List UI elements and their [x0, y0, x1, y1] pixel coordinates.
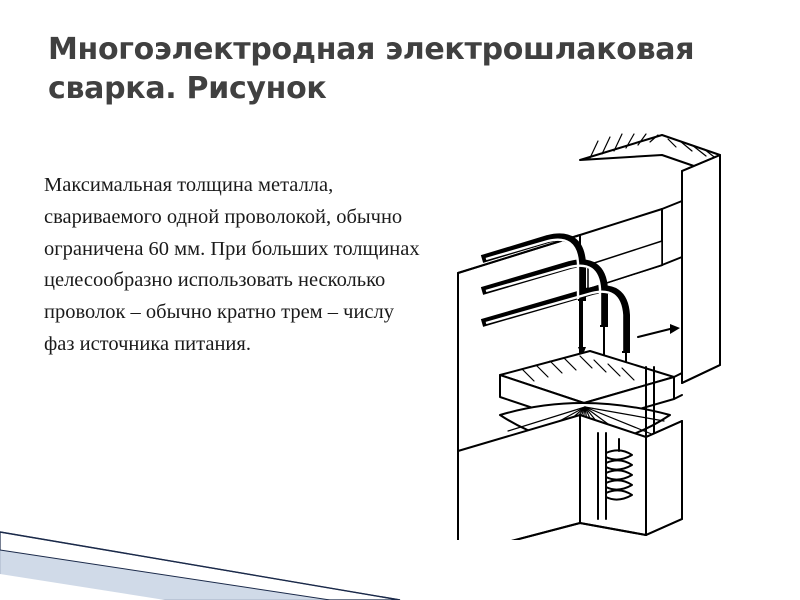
upper-bracket	[662, 201, 682, 265]
right-support-block	[646, 421, 682, 535]
back-plate-seams	[674, 373, 682, 399]
slag-arrow-head	[670, 324, 680, 334]
page-title: Многоэлектродная электрошлаковая сварка. Рисунок	[48, 32, 695, 106]
welding-diagram	[430, 115, 780, 540]
joint-gap	[580, 209, 662, 291]
slag-arrow	[638, 329, 670, 337]
body-paragraph: Максимальная толщина металла, свариваемого одной проволокой, обычно ограничена 60 мм. При больших толщинах целесообразно использовать несколько проволок – обычно кратно трем – числу фаз источника питания.	[44, 174, 420, 355]
